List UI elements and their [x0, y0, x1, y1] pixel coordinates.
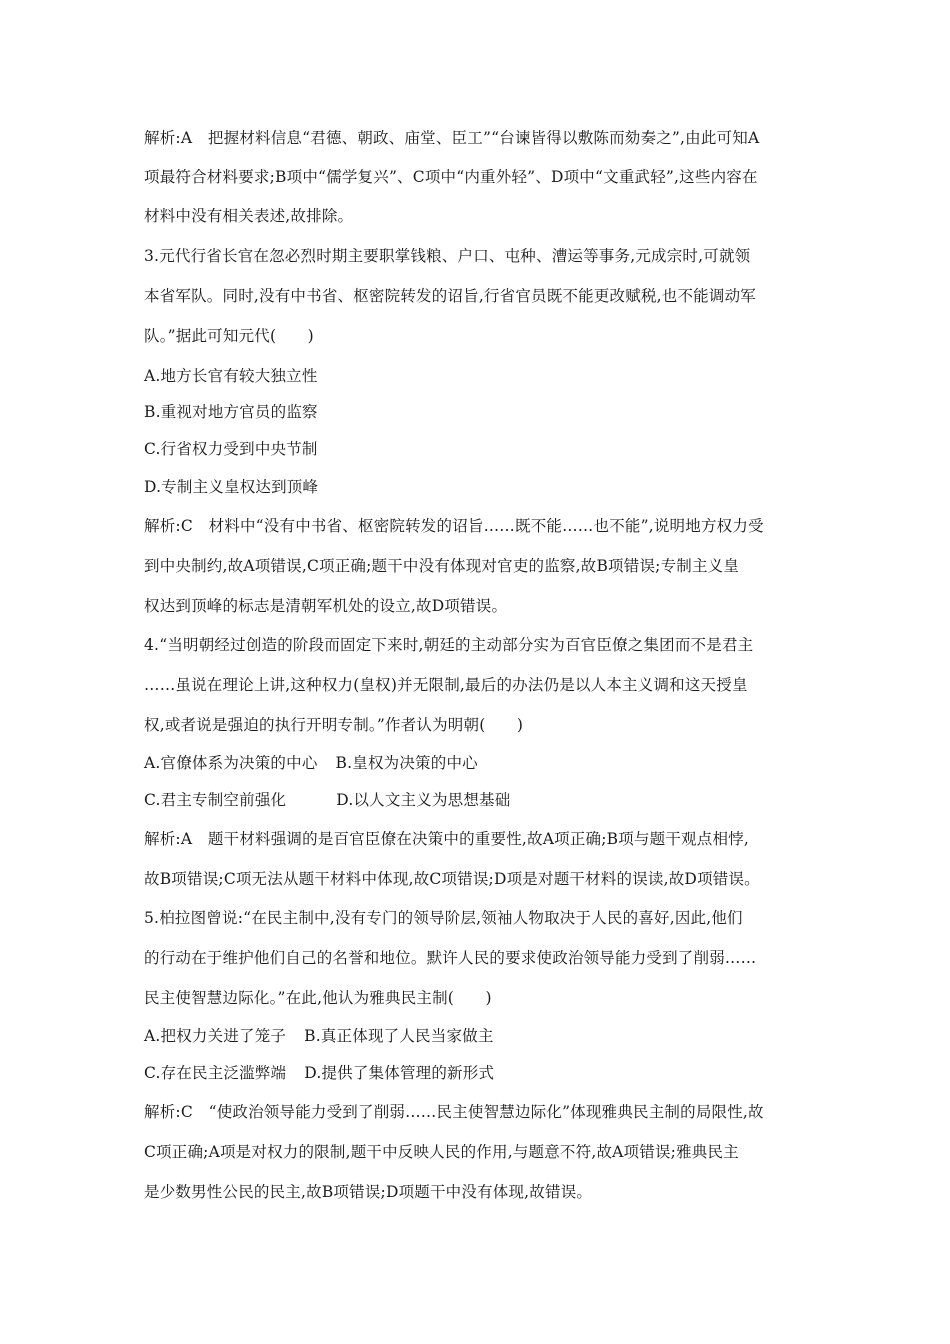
q3-option-a: A.地方长官有较大独立性	[144, 367, 318, 385]
q5-option-c: C.存在民主泛滥弊端	[144, 1064, 287, 1082]
q3-stem-line-2: 本省军队。同时,没有中书省、枢密院转发的诏旨,行省官员既不能更改赋税,也不能调动军	[144, 287, 756, 305]
q4-option-c: C.君主专制空前强化	[144, 791, 287, 809]
q4-options-row-2	[144, 790, 510, 810]
q4-analysis-line-1: 解析:A 题干材料强调的是百官臣僚在决策中的重要性,故A项正确;B项与题干观点相悖,	[144, 830, 749, 848]
q4-option-d: D.以人文主义为思想基础	[336, 791, 511, 809]
q4-option-a: A.官僚体系为决策的中心	[144, 754, 318, 772]
q4-stem-line-2: ……虽说在理论上讲,这种权力(皇权)并无限制,最后的办法仍是以人本主义调和这天授皇	[144, 676, 748, 694]
q5-stem-line-2: 的行动在于维护他们自己的名誉和地位。默许人民的要求使政治领导能力受到了削弱……	[144, 949, 757, 967]
q4-stem-line-3: 权,或者说是强迫的执行开明专制。”作者认为明朝( )	[144, 716, 524, 734]
q4-stem-line-1: 4.“当明朝经过创造的阶段而固定下来时,朝廷的主动部分实为百官臣僚之集团而不是君主	[144, 636, 754, 654]
q4-analysis-line-2: 故B项错误;C项无法从题干材料中体现,故C项错误;D项是对题干材料的误读,故D项错误。	[144, 870, 760, 888]
q5-stem-line-3: 民主使智慧边际化。”在此,他认为雅典民主制( )	[144, 989, 492, 1007]
q2-analysis-line-2: 项最符合材料要求;B项中“儒学复兴”、C项中“内重外轻”、D项中“文重武轻”,这些内容在	[144, 168, 758, 186]
q3-analysis-line-3: 权达到顶峰的标志是清朝军机处的设立,故D项错误。	[144, 597, 508, 615]
q3-option-c: C.行省权力受到中央节制	[144, 440, 318, 458]
q4-option-b: B.皇权为决策的中心	[335, 754, 478, 772]
q4-options-row-1	[144, 753, 478, 773]
q3-stem-line-1: 3.元代行省长官在忽必烈时期主要职掌钱粮、户口、屯种、漕运等事务,元成宗时,可就领	[144, 247, 751, 265]
q3-option-b: B.重视对地方官员的监察	[144, 403, 318, 421]
q5-option-b: B.真正体现了人民当家做主	[304, 1027, 494, 1045]
q5-stem-line-1: 5.柏拉图曾说:“在民主制中,没有专门的领导阶层,领袖人物取决于人民的喜好,因此,他们	[144, 909, 743, 927]
q3-analysis-line-1: 解析:C 材料中“没有中书省、枢密院转发的诏旨……既不能……也不能”,说明地方权力受	[144, 517, 764, 535]
q3-stem-line-3: 队。”据此可知元代( )	[144, 327, 314, 345]
q5-options-row-2	[144, 1063, 494, 1083]
q5-analysis-line-1: 解析:C “使政治领导能力受到了削弱……民主使智慧边际化”体现雅典民主制的局限性,故	[144, 1103, 764, 1121]
q5-option-d: D.提供了集体管理的新形式	[304, 1064, 495, 1082]
q5-analysis-line-3: 是少数男性公民的民主,故B项错误;D项题干中没有体现,故错误。	[144, 1183, 593, 1201]
q5-options-row-1	[144, 1026, 494, 1046]
q3-option-d: D.专制主义皇权达到顶峰	[144, 478, 319, 496]
q5-option-a: A.把权力关进了笼子	[144, 1027, 287, 1045]
q5-analysis-line-2: C项正确;A项是对权力的限制,题干中反映人民的作用,与题意不符,故A项错误;雅典民主	[144, 1143, 739, 1161]
q2-analysis-line-1: 解析:A 把握材料信息“君德、朝政、庙堂、臣工”“台谏皆得以敷陈而劾奏之”,由此可知A	[144, 129, 760, 147]
q2-analysis-line-3: 材料中没有相关表述,故排除。	[144, 207, 354, 225]
q3-analysis-line-2: 到中央制约,故A项错误,C项正确;题干中没有体现对官吏的监察,故B项错误;专制主义皇	[144, 557, 740, 575]
